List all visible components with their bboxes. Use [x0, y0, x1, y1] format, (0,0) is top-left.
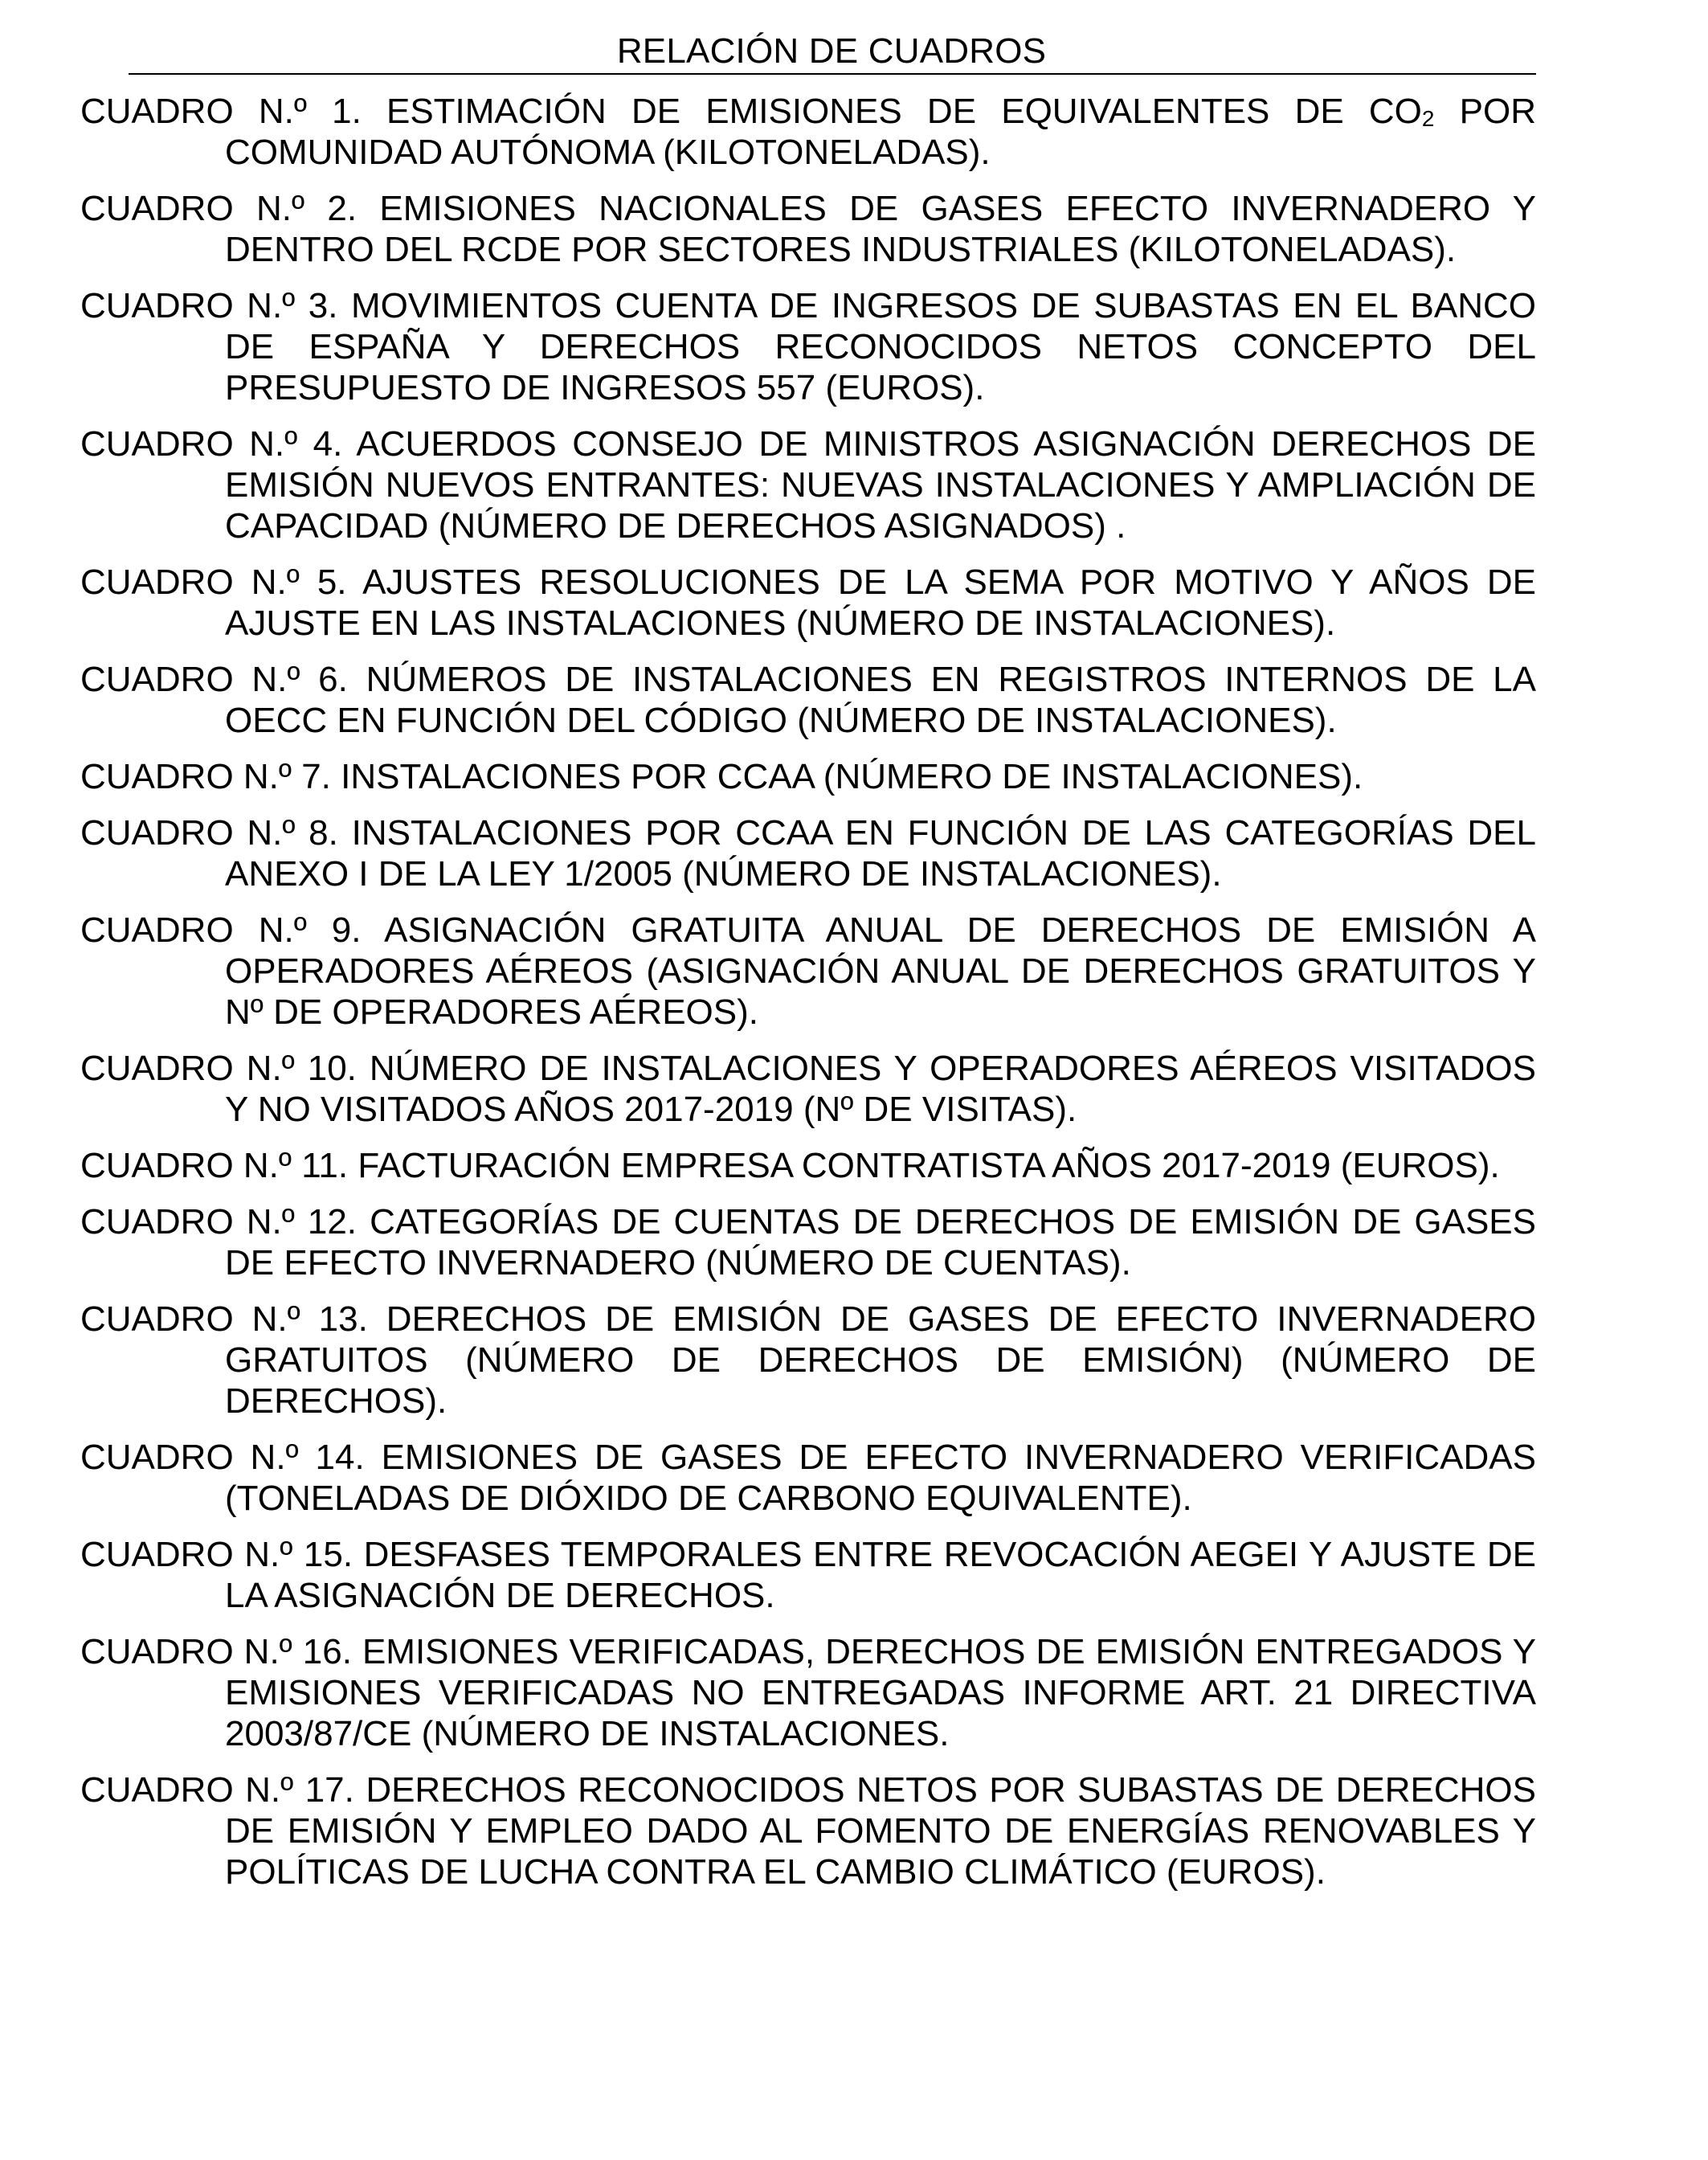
list-item-cuadro-8: [80, 812, 1536, 894]
list-item-cuadro-11: [80, 1145, 1536, 1186]
list-item-cuadro-3: [80, 285, 1536, 408]
entry-text: DERECHOS DE EMISIÓN DE GASES DE EFECTO INVERNADERO GRATUITOS (NÚMERO DE DERECHOS DE EMISIÓN) (NÚMERO DE DERECHOS).: [225, 1299, 1537, 1421]
entry-label: CUADRO N.º 17.: [80, 1770, 354, 1810]
entry-label: CUADRO N.º 11.: [80, 1146, 349, 1185]
entry-label: CUADRO N.º 8.: [80, 813, 338, 853]
list-item-cuadro-15: [80, 1534, 1536, 1616]
entry-text: ACUERDOS CONSEJO DE MINISTROS ASIGNACIÓN DERECHOS DE EMISIÓN NUEVOS ENTRANTES: NUEVAS INSTALACIONES Y AMPLIACIÓN DE CAPACIDAD (NÚMERO DE DERECHOS ASIGNADOS) .: [225, 424, 1537, 546]
list-item-cuadro-2: [80, 188, 1536, 270]
entry-label: CUADRO N.º 7.: [80, 757, 331, 796]
entry-text: ASIGNACIÓN GRATUITA ANUAL DE DERECHOS DE EMISIÓN A OPERADORES AÉREOS (ASIGNACIÓN ANUAL DE DERECHOS GRATUITOS Y Nº DE OPERADORES AÉREOS).: [225, 910, 1537, 1032]
entry-label: CUADRO N.º 9.: [80, 910, 362, 950]
entry-label: CUADRO N.º 4.: [80, 424, 343, 464]
list-item-cuadro-4: [80, 423, 1536, 546]
list-item-cuadro-1: [80, 91, 1536, 173]
list-item-cuadro-16: [80, 1631, 1536, 1754]
entry-label: CUADRO N.º 10.: [80, 1049, 357, 1088]
entry-label: CUADRO N.º 15.: [80, 1535, 353, 1574]
list-item-cuadro-14: [80, 1437, 1536, 1519]
list-item-cuadro-9: [80, 910, 1536, 1033]
page-title: RELACIÓN DE CUADROS: [616, 31, 1047, 71]
list-item-cuadro-10: [80, 1048, 1536, 1130]
entry-label: CUADRO N.º 5.: [80, 562, 347, 602]
entry-text: AJUSTES RESOLUCIONES DE LA SEMA POR MOTIVO Y AÑOS DE AJUSTE EN LAS INSTALACIONES (NÚMERO DE INSTALACIONES).: [225, 562, 1537, 643]
list-item-cuadro-5: [80, 562, 1536, 644]
entry-text: INSTALACIONES POR CCAA (NÚMERO DE INSTALACIONES).: [341, 757, 1363, 796]
list-item-cuadro-7: [80, 756, 1536, 797]
entry-text: DERECHOS RECONOCIDOS NETOS POR SUBASTAS DE DERECHOS DE EMISIÓN Y EMPLEO DADO AL FOMENTO DE ENERGÍAS RENOVABLES Y POLÍTICAS DE LUCHA CONTRA EL CAMBIO CLIMÁTICO (EUROS).: [225, 1770, 1537, 1892]
entry-text: EMISIONES DE GASES DE EFECTO INVERNADERO VERIFICADAS (TONELADAS DE DIÓXIDO DE CARBONO EQUIVALENTE).: [225, 1438, 1536, 1518]
entry-label: CUADRO N.º 14.: [80, 1438, 365, 1477]
entry-text: FACTURACIÓN EMPRESA CONTRATISTA AÑOS 2017-2019 (EUROS).: [358, 1146, 1500, 1185]
list-item-cuadro-6: [80, 659, 1536, 741]
list-item-cuadro-13: [80, 1299, 1536, 1422]
entry-text: NÚMERO DE INSTALACIONES Y OPERADORES AÉREOS VISITADOS Y NO VISITADOS AÑOS 2017-2019 (Nº DE VISITAS).: [225, 1049, 1537, 1129]
entry-text: INSTALACIONES POR CCAA EN FUNCIÓN DE LAS CATEGORÍAS DEL ANEXO I DE LA LEY 1/2005 (NÚMERO DE INSTALACIONES).: [225, 813, 1536, 894]
entry-subscript: 2: [1421, 106, 1435, 131]
list-item-cuadro-17: [80, 1769, 1536, 1892]
entry-text: MOVIMIENTOS CUENTA DE INGRESOS DE SUBASTAS EN EL BANCO DE ESPAÑA Y DERECHOS RECONOCIDOS NETOS CONCEPTO DEL PRESUPUESTO DE INGRESOS 557 (EUROS).: [225, 286, 1536, 407]
entry-label: CUADRO N.º 2.: [80, 189, 358, 228]
entry-text: DESFASES TEMPORALES ENTRE REVOCACIÓN AEGEI Y AJUSTE DE LA ASIGNACIÓN DE DERECHOS.: [225, 1535, 1537, 1615]
table-list: [80, 91, 1536, 1908]
entry-text: EMISIONES VERIFICADAS, DERECHOS DE EMISIÓN ENTREGADOS Y EMISIONES VERIFICADAS NO ENTREGADAS INFORME ART. 21 DIRECTIVA 2003/87/CE (NÚMERO DE INSTALACIONES.: [225, 1632, 1537, 1753]
entry-label: CUADRO N.º 1.: [80, 92, 362, 131]
entry-text: ESTIMACIÓN DE EMISIONES DE EQUIVALENTES DE CO: [386, 92, 1422, 131]
entry-label: CUADRO N.º 12.: [80, 1202, 358, 1242]
entry-label: CUADRO N.º 13.: [80, 1299, 368, 1339]
entry-text: EMISIONES NACIONALES DE GASES EFECTO INVERNADERO Y DENTRO DEL RCDE POR SECTORES INDUSTRIALES (KILOTONELADAS).: [225, 189, 1537, 269]
entry-label: CUADRO N.º 16.: [80, 1632, 352, 1671]
list-item-cuadro-12: [80, 1201, 1536, 1283]
entry-label: CUADRO N.º 6.: [80, 660, 348, 699]
entry-label: CUADRO N.º 3.: [80, 286, 338, 325]
title-underline: [129, 73, 1536, 75]
entry-text: NÚMEROS DE INSTALACIONES EN REGISTROS INTERNOS DE LA OECC EN FUNCIÓN DEL CÓDIGO (NÚMERO DE INSTALACIONES).: [225, 660, 1536, 740]
entry-text: CATEGORÍAS DE CUENTAS DE DERECHOS DE EMISIÓN DE GASES DE EFECTO INVERNADERO (NÚMERO DE CUENTAS).: [225, 1202, 1537, 1282]
entry-text-after: POR COMUNIDAD AUTÓNOMA (KILOTONELADAS).: [225, 92, 1536, 172]
